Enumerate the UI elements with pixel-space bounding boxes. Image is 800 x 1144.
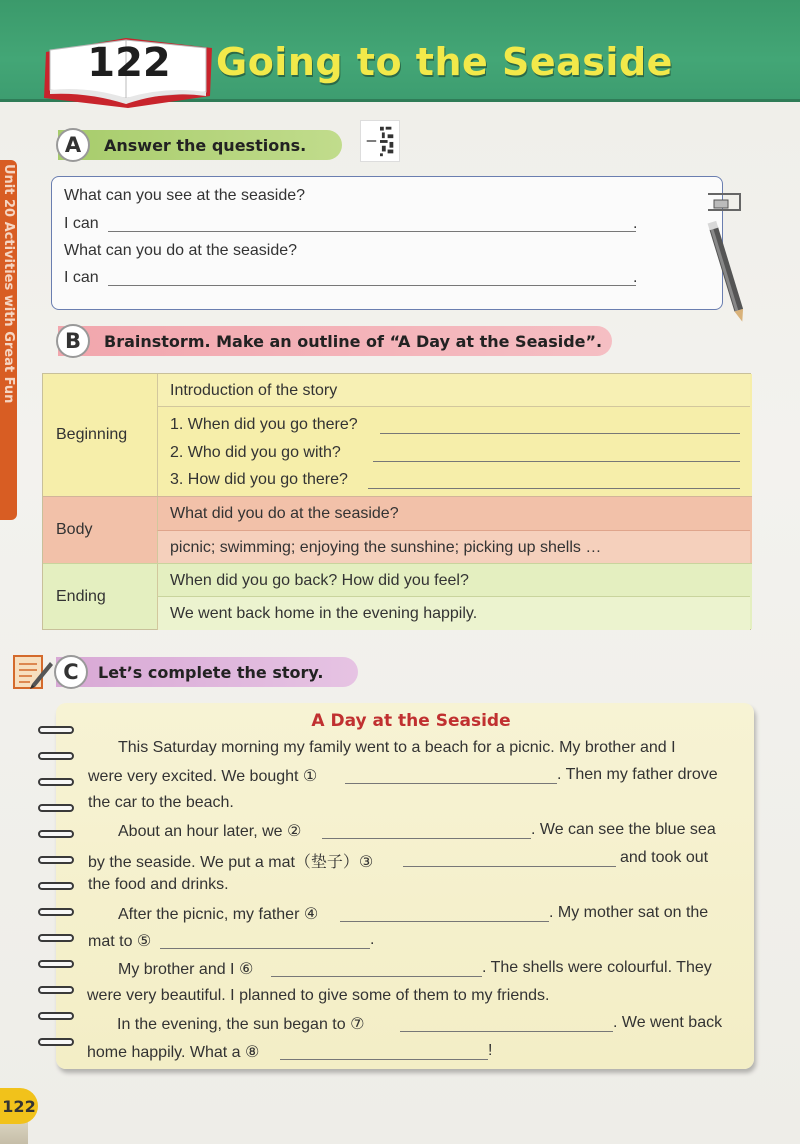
outline-body-question: What did you do at the seaside?	[157, 497, 750, 531]
story-text: . Then my father drove	[557, 766, 718, 783]
story-blank-2[interactable]	[322, 838, 531, 839]
story-text: mat to ⑤	[88, 933, 152, 950]
section-a-heading: Answer the questions.	[104, 136, 307, 155]
question-do: What can you do at the seaside?	[64, 242, 298, 259]
outline-question-when: 1. When did you go there?	[170, 416, 358, 433]
outline-row-ending	[43, 563, 752, 629]
notebook-ring	[38, 752, 74, 760]
notebook-ring	[38, 1038, 74, 1046]
notebook-ring	[38, 830, 74, 838]
qr-code-icon	[360, 120, 400, 162]
pencil-icon	[700, 190, 750, 330]
story-text: home happily. What a ⑧	[87, 1044, 260, 1061]
notebook-ring	[38, 960, 74, 968]
story-text: . We went back	[613, 1014, 723, 1031]
outline-label-body: Body	[56, 521, 93, 538]
story-text: !	[488, 1042, 493, 1059]
section-c-letter: C	[54, 655, 88, 689]
notebook-ring	[38, 934, 74, 942]
story-text: . The shells were colourful. They	[482, 959, 712, 976]
notebook-ring	[38, 908, 74, 916]
page-number-stem	[0, 1122, 28, 1144]
section-b-letter: B	[56, 324, 90, 358]
outline-question-how: 3. How did you go there?	[170, 471, 348, 488]
notebook-ring	[38, 882, 74, 890]
unit-number: 122	[87, 40, 171, 86]
notebook-ring	[38, 804, 74, 812]
outline-table	[42, 373, 751, 630]
story-text: My brother and I ⑥	[118, 961, 254, 978]
story-blank-4[interactable]	[340, 921, 549, 922]
page-title: Going to the Seaside	[216, 40, 673, 84]
story-text: the car to the beach.	[88, 794, 234, 811]
writing-pad-icon	[12, 652, 54, 692]
section-a-letter: A	[56, 128, 90, 162]
story-title: A Day at the Seaside	[311, 711, 511, 731]
unit-side-tab	[0, 160, 17, 520]
story-blank-6[interactable]	[271, 976, 482, 977]
story-blank-7[interactable]	[400, 1031, 613, 1032]
answer-blank-see[interactable]	[108, 231, 636, 232]
answer-prefix-see: I can	[64, 215, 99, 232]
story-text: by the seaside. We put a mat（垫子）③	[88, 854, 374, 871]
story-text: . My mother sat on the	[549, 904, 709, 921]
outline-label-ending: Ending	[56, 587, 106, 605]
story-text: were very beautiful. I planned to give some of them to my friends.	[87, 987, 550, 1004]
outline-ending-answer: We went back home in the evening happily.	[157, 597, 750, 630]
outline-blank-how[interactable]	[368, 488, 740, 489]
story-text: were very excited. We bought ①	[88, 768, 318, 785]
story-text: After the picnic, my father ④	[118, 906, 319, 923]
story-text: and took out	[620, 849, 709, 866]
story-text: About an hour later, we ②	[118, 823, 302, 840]
outline-ending-question: When did you go back? How did you feel?	[157, 564, 750, 597]
page-number: 122	[0, 1088, 38, 1124]
section-c-heading: Let’s complete the story.	[98, 663, 324, 682]
section-b-banner	[58, 326, 612, 356]
outline-intro: Introduction of the story	[157, 374, 750, 407]
section-b-heading: Brainstorm. Make an outline of “A Day at the Seaside”.	[104, 332, 603, 351]
story-text: the food and drinks.	[88, 876, 229, 893]
answer-blank-do[interactable]	[108, 285, 636, 286]
unit-side-tab-text: Unit 20 Activities with Great Fun	[1, 164, 16, 404]
outline-body-ideas: picnic; swimming; enjoying the sunshine; picking up shells …	[157, 531, 750, 564]
notebook-ring	[38, 986, 74, 994]
outline-question-who: 2. Who did you go with?	[170, 444, 341, 461]
answer-period: .	[633, 269, 638, 286]
outline-blank-when[interactable]	[380, 433, 740, 434]
question-see: What can you see at the seaside?	[64, 187, 306, 204]
section-a-answer-box	[51, 176, 723, 310]
outline-label-beginning: Beginning	[56, 426, 128, 443]
answer-period: .	[633, 215, 638, 232]
story-blank-5[interactable]	[160, 948, 370, 949]
story-blank-3[interactable]	[403, 866, 616, 867]
notebook-ring	[38, 778, 74, 786]
answer-prefix-do: I can	[64, 269, 99, 286]
story-text: .	[370, 931, 375, 948]
story-text: In the evening, the sun began to ⑦	[117, 1016, 365, 1033]
story-blank-1[interactable]	[345, 783, 557, 784]
story-text: This Saturday morning my family went to a beach for a picnic. My brother and I	[118, 739, 676, 756]
outline-blank-who[interactable]	[373, 461, 740, 462]
outline-row-body	[43, 496, 752, 563]
story-blank-8[interactable]	[280, 1059, 488, 1060]
section-c-banner	[56, 657, 358, 687]
story-text: . We can see the blue sea	[531, 821, 716, 838]
notebook-ring	[38, 1012, 74, 1020]
outline-row-beginning	[43, 374, 752, 496]
section-a-banner	[58, 130, 342, 160]
notebook-ring	[38, 856, 74, 864]
